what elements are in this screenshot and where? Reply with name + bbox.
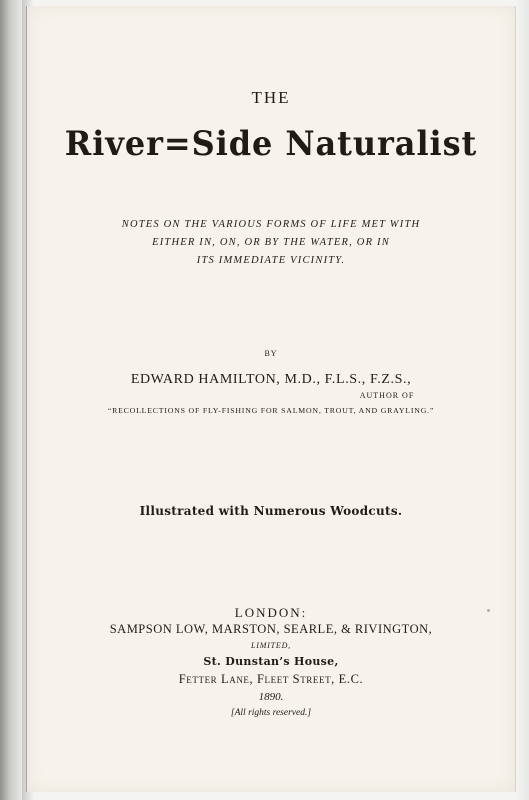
- book-spine: [0, 0, 22, 800]
- publication-year: 1890.: [258, 691, 284, 703]
- subtitle-line-2: EITHER IN, ON, OR BY THE WATER, OR IN: [152, 237, 390, 248]
- subtitle-line-1: NOTES ON THE VARIOUS FORMS OF LIFE MET WITH: [121, 219, 421, 230]
- illustrations-note: Illustrated with Numerous Woodcuts.: [139, 504, 403, 518]
- publisher-street: Fetter Lane, Fleet Street, E.C.: [178, 672, 364, 686]
- byline-label: BY: [264, 349, 278, 358]
- rights-notice: [All rights reserved.]: [230, 708, 312, 718]
- title-page: [26, 6, 516, 792]
- author-name: EDWARD HAMILTON, M.D., F.L.S., F.Z.S.,: [130, 372, 412, 387]
- author-of-label: AUTHOR OF: [359, 391, 415, 400]
- publisher-limited: LIMITED,: [251, 641, 291, 650]
- subtitle: [27, 216, 515, 270]
- subtitle-line-3: ITS IMMEDIATE VICINITY.: [196, 255, 346, 266]
- publisher-house: St. Dunstan’s House,: [203, 655, 339, 668]
- book-title: River=Side Naturalist: [64, 124, 478, 164]
- imprint-city: LONDON:: [234, 605, 308, 620]
- publisher-name: SAMPSON LOW, MARSTON, SEARLE, & RIVINGTON,: [109, 622, 433, 636]
- page-edge: [515, 0, 529, 800]
- title-article: THE: [251, 88, 291, 107]
- previous-work: “RECOLLECTIONS OF FLY-FISHING FOR SALMON, TROUT, AND GRAYLING.”: [107, 406, 435, 415]
- paper-speck: [487, 609, 490, 612]
